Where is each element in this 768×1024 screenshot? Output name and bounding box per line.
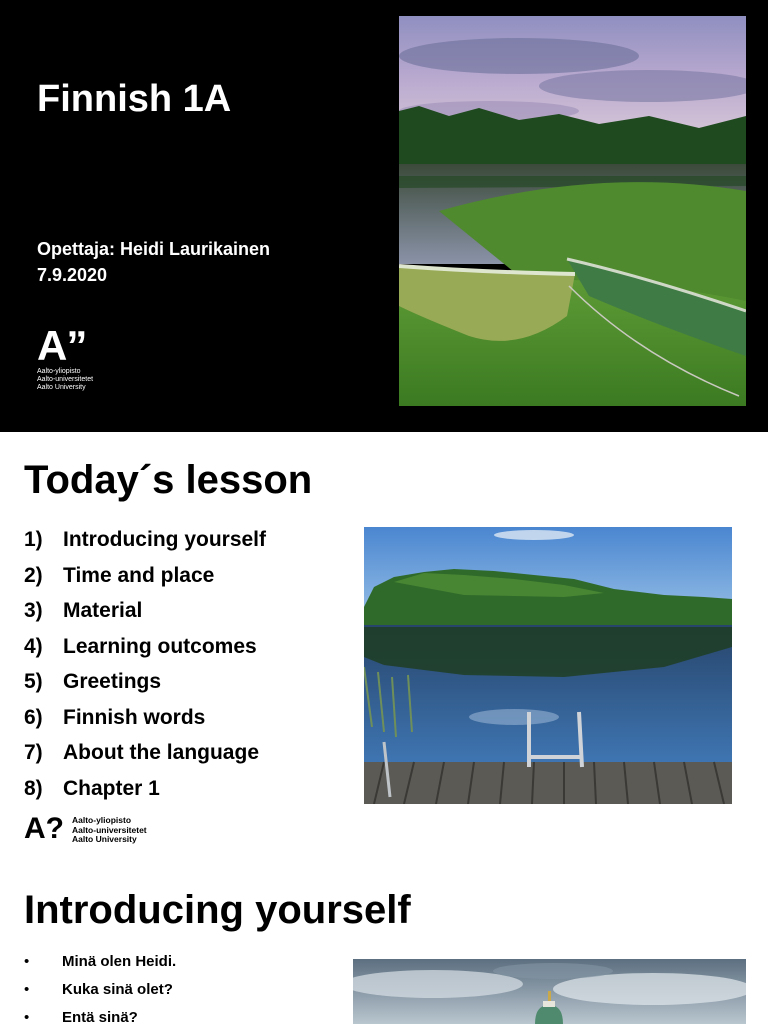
list-item	[24, 706, 266, 742]
list-item	[24, 670, 266, 706]
item-text: Material	[63, 599, 143, 622]
item-number: 3)	[24, 599, 43, 622]
list-item	[24, 564, 266, 600]
item-text: About the language	[63, 741, 259, 764]
item-number: 8)	[24, 776, 43, 800]
list-item	[24, 981, 176, 1009]
logo-text	[37, 368, 93, 392]
list-item	[24, 741, 266, 777]
title-slide	[0, 0, 768, 432]
bullet-icon: •	[24, 953, 30, 970]
phrase-text: Kuka sinä olet?	[62, 981, 173, 998]
list-item	[24, 777, 266, 813]
item-text: Introducing yourself	[63, 528, 267, 551]
teacher-line: Opettaja: Heidi Laurikainen	[37, 239, 271, 259]
logo-line-sv: Aalto-universitetet	[72, 824, 147, 835]
item-text: Chapter 1	[63, 776, 160, 800]
logo-line-sv: Aalto-universitetet	[37, 376, 94, 383]
logo-line-fi: Aalto-yliopisto	[37, 368, 81, 375]
item-text: Learning outcomes	[63, 634, 257, 658]
lake-boats-photo	[399, 16, 746, 406]
logo-mark: A”	[37, 322, 87, 369]
phrase-text: Entä sinä?	[62, 1009, 138, 1024]
item-number: 1)	[24, 528, 43, 551]
list-item	[24, 953, 176, 981]
item-number: 2)	[24, 563, 43, 587]
item-number: 7)	[24, 741, 43, 764]
lake-dock-photo	[364, 527, 732, 804]
list-item	[24, 1009, 176, 1024]
list-item	[24, 635, 266, 671]
phrase-text: Minä olen Heidi.	[62, 953, 177, 970]
bullet-icon: •	[24, 981, 30, 998]
logo-line-fi: Aalto-yliopisto	[72, 815, 132, 825]
aalto-logo	[37, 322, 94, 392]
logo-text	[72, 816, 147, 845]
introducing-yourself-slide	[0, 852, 768, 1024]
slide-date: 7.9.2020	[37, 265, 108, 285]
slide3-heading: Introducing yourself	[24, 888, 411, 932]
item-text: Greetings	[63, 670, 162, 693]
agenda-heading: Today´s lesson	[24, 458, 313, 502]
logo-line-en: Aalto University	[37, 384, 86, 391]
list-item	[24, 528, 266, 564]
cathedral-dome-photo	[353, 959, 746, 1024]
lesson-agenda-slide	[0, 432, 768, 852]
teacher-info	[37, 236, 270, 288]
logo-line-en: Aalto University	[72, 834, 137, 844]
aalto-logo	[24, 814, 147, 845]
bullet-icon: •	[24, 1009, 30, 1024]
phrase-list	[24, 953, 176, 1024]
slide-title: Finnish 1A	[37, 78, 232, 120]
item-number: 4)	[24, 634, 43, 658]
item-number: 6)	[24, 705, 43, 729]
item-text: Time and place	[63, 563, 215, 587]
logo-mark: A?	[24, 812, 64, 845]
item-number: 5)	[24, 670, 43, 693]
agenda-list	[24, 528, 266, 812]
list-item	[24, 599, 266, 635]
item-text: Finnish words	[63, 705, 206, 729]
